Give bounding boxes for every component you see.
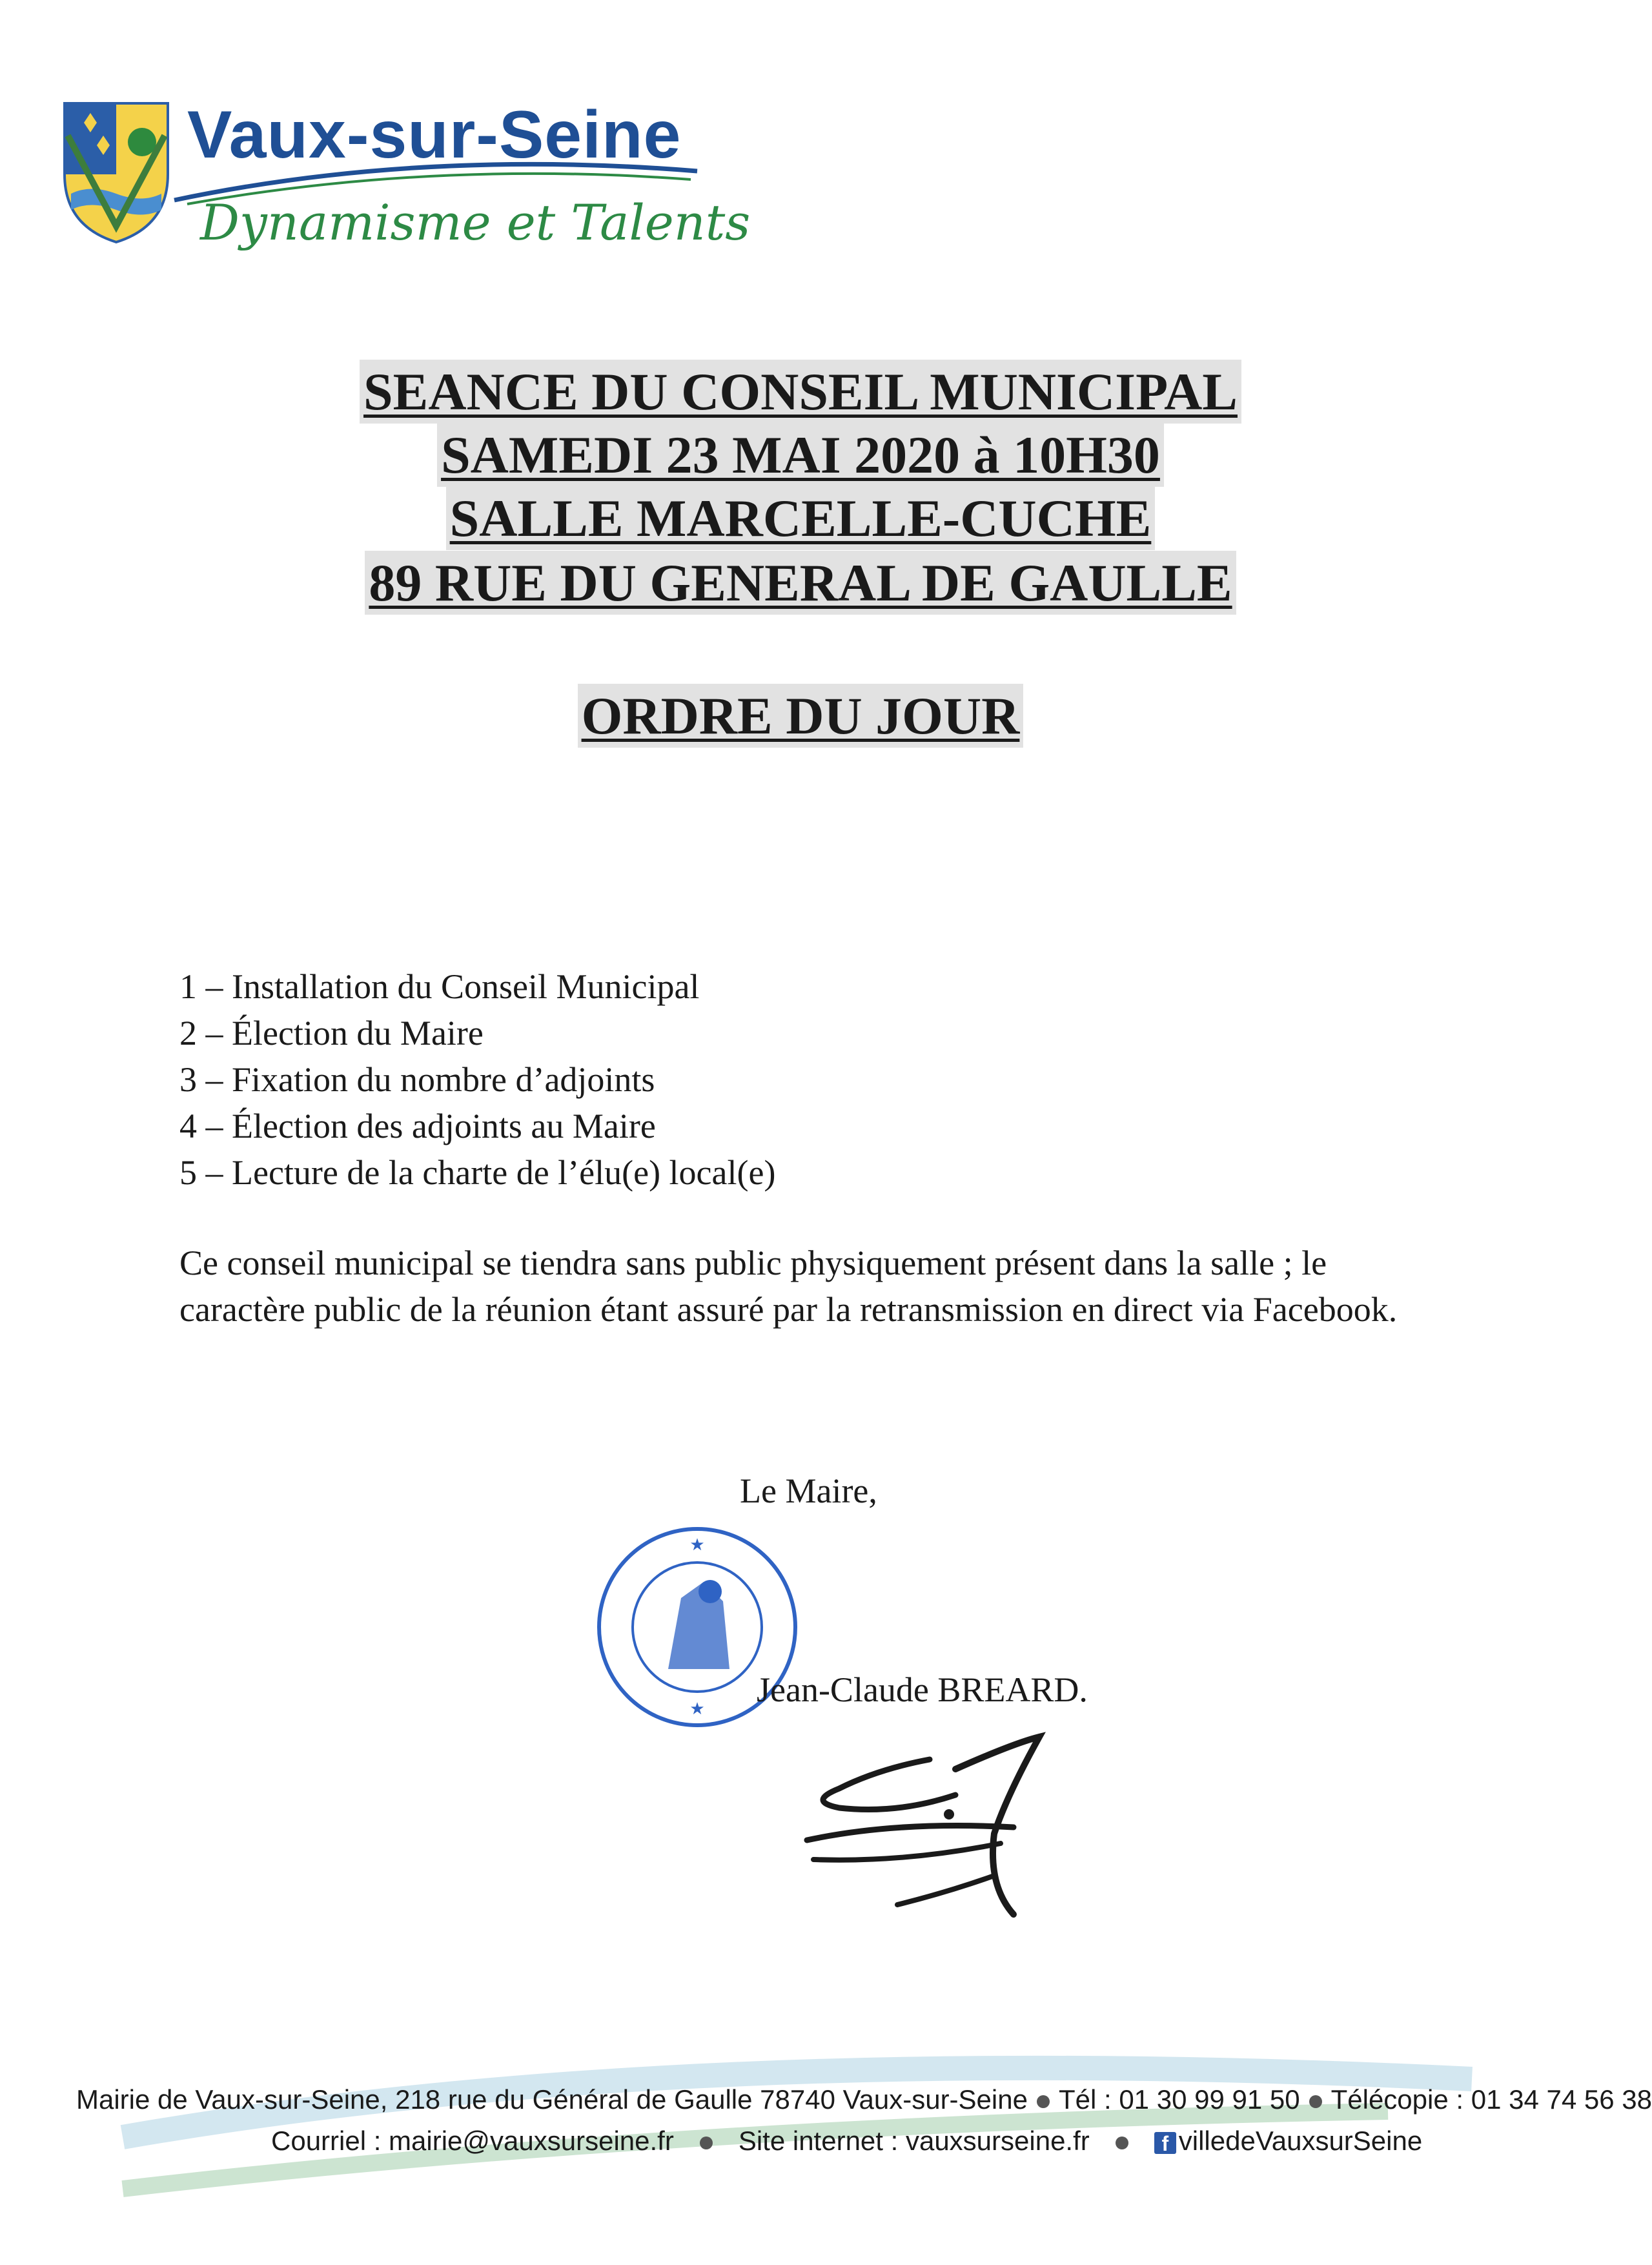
footer-email[interactable]: Courriel : mairie@vauxsurseine.fr: [271, 2126, 674, 2156]
bullet-icon: [1309, 2095, 1322, 2108]
footer-fax: Télécopie : 01 34 74 56 38: [1331, 2084, 1652, 2115]
agenda-heading-text: ORDRE DU JOUR: [578, 684, 1024, 748]
title-line-1: [0, 362, 1601, 421]
bullet-icon: [700, 2137, 713, 2149]
title-line-3-text: SALLE MARCELLE-CUCHE: [446, 486, 1156, 550]
svg-text:★: ★: [689, 1699, 705, 1719]
footer-facebook[interactable]: villedeVauxsurSeine: [1178, 2126, 1423, 2156]
svg-text:★: ★: [689, 1535, 705, 1555]
mayor-name: Jean-Claude BREARD.: [757, 1670, 1088, 1709]
agenda-list: [179, 963, 775, 1196]
handwritten-signature: [801, 1730, 1110, 1924]
coat-of-arms-logo: [58, 97, 174, 245]
footer-website[interactable]: Site internet : vauxsurseine.fr: [738, 2126, 1090, 2156]
brand-tagline: Dynamisme et Talents: [200, 194, 751, 251]
facebook-icon: f: [1154, 2132, 1176, 2154]
agenda-item: 3 – Fixation du nombre d’adjoints: [179, 1060, 655, 1099]
title-line-2-text: SAMEDI 23 MAI 2020 à 10H30: [437, 423, 1164, 487]
agenda-heading: [0, 686, 1601, 745]
signoff-role: Le Maire,: [740, 1471, 877, 1510]
title-line-1-text: SEANCE DU CONSEIL MUNICIPAL: [360, 360, 1241, 424]
title-line-4: [0, 553, 1601, 612]
agenda-item: 1 – Installation du Conseil Municipal: [179, 967, 700, 1006]
agenda-item: 2 – Élection du Maire: [179, 1014, 484, 1052]
footer-address: Mairie de Vaux-sur-Seine, 218 rue du Général de Gaulle 78740 Vaux-sur-Seine: [76, 2084, 1028, 2115]
bullet-icon: [1116, 2137, 1128, 2149]
bullet-icon: [1037, 2095, 1050, 2108]
title-line-4-text: 89 RUE DU GENERAL DE GAULLE: [365, 551, 1236, 615]
footer-phone: Tél : 01 30 99 91 50: [1058, 2084, 1300, 2115]
footer-line-2: [271, 2126, 1422, 2157]
brand-name: Vaux-sur-Seine: [187, 97, 682, 172]
agenda-item: 5 – Lecture de la charte de l’élu(e) local(e): [179, 1153, 776, 1192]
title-line-2: [0, 425, 1601, 484]
title-line-3: [0, 489, 1601, 548]
notice-paragraph: Ce conseil municipal se tiendra sans public physiquement présent dans la salle ; le caractère public de la réunion étant assuré par la retransmission en direct via Facebook.: [179, 1244, 1398, 1329]
footer-line-1: [76, 2084, 1652, 2115]
agenda-item: 4 – Élection des adjoints au Maire: [179, 1107, 656, 1145]
